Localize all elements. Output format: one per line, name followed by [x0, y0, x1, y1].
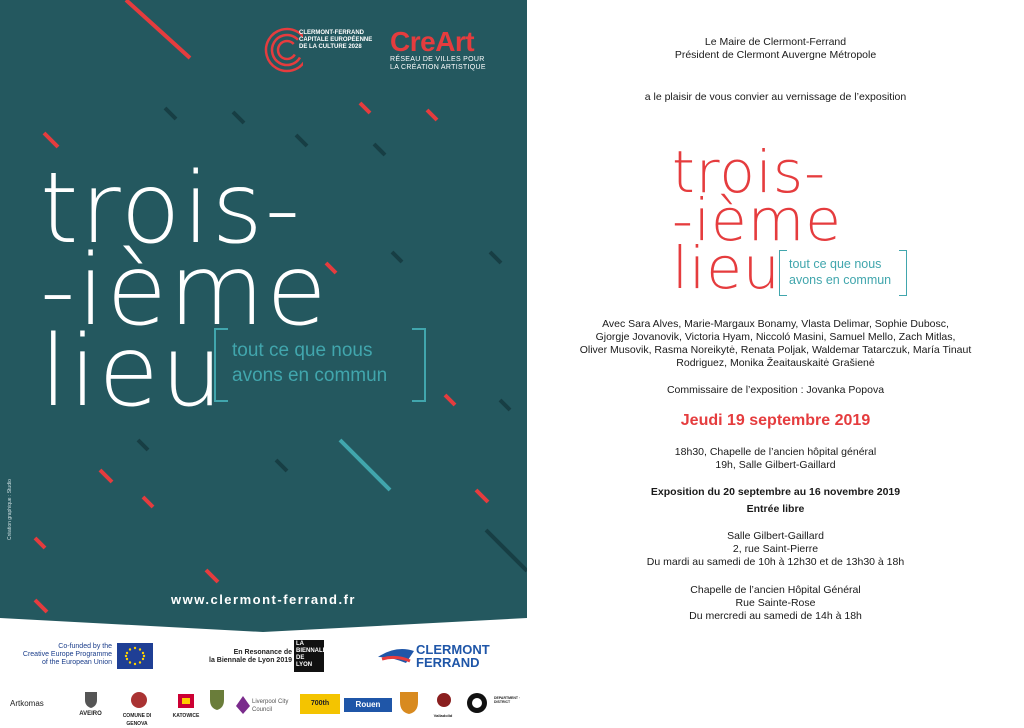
poster-panel	[0, 0, 527, 618]
crest-icon	[130, 690, 148, 710]
eu-cofunded-text: Co-funded by the Creative Europe Programme of the European Union	[22, 643, 112, 666]
partner-logo: KATOWICE	[172, 713, 200, 719]
biennale-logo: LA BIENNALE DE LYON	[294, 640, 324, 672]
creart-title: CreArt	[390, 26, 475, 57]
invitation-panel	[527, 0, 1024, 724]
bracket-left	[779, 250, 787, 296]
clermont-ferrand-logo: CLERMONT FERRAND	[376, 643, 506, 671]
partner-logo: Liverpool City Council	[252, 699, 289, 713]
partner-logo: 700th	[300, 694, 340, 714]
bracket-left	[214, 328, 228, 402]
title-line-2: -ième	[672, 186, 842, 254]
exposition-dates: Exposition du 20 septembre au 16 novembre 2019	[650, 486, 901, 498]
website-url[interactable]: www.clermont-ferrand.fr	[171, 592, 356, 607]
creart-logo	[390, 28, 510, 72]
partner-logo: AVEIRO	[79, 711, 102, 717]
venue-salle-gilbert-gaillard: Salle Gilbert-Gaillard 2, rue Saint-Pierre Du mardi au samedi de 10h à 12h30 et de 13h30 à 18h	[646, 530, 905, 568]
host-header: Le Maire de Clermont-Ferrand Président de Clermont Auvergne Métropole	[674, 36, 877, 61]
partner-logo-text: DEPARTMENT · DISTRICT	[494, 696, 521, 704]
clermont-swoosh-icon	[376, 643, 416, 671]
crest-icon	[398, 690, 420, 714]
bracket-right	[412, 328, 426, 402]
partner-logo: Artkomas	[10, 699, 44, 708]
creart-subtitle: RÉSEAU DE VILLES POUR LA CRÉATION ARTISTIQUE	[390, 56, 486, 71]
partner-logos	[0, 635, 527, 727]
cc-logo-text: CLERMONT-FERRAND CAPITALE EUROPÉENNE DE LA CULTURE 2028	[299, 30, 373, 50]
title-line-1: trois-	[672, 138, 827, 206]
opening-times: 18h30, Chapelle de l’ancien hôpital général 19h, Salle Gilbert-Gaillard	[674, 446, 877, 471]
eu-flag-icon	[117, 643, 153, 669]
title-line-3: lieu	[40, 315, 225, 429]
tagline: tout ce que nous avons en commun	[232, 340, 388, 386]
biennale-text: En Resonance de la Biennale de Lyon 2019	[209, 649, 292, 664]
liverbird-icon	[236, 696, 250, 714]
title-line-2: -ième	[40, 234, 329, 348]
crest-icon	[83, 690, 99, 708]
title-line-1: trois-	[40, 152, 303, 266]
crest-icon	[208, 686, 226, 712]
venue-chapelle: Chapelle de l’ancien Hôpital Général Rue Sainte-Rose Du mercredi au samedi de 14h à 18h	[689, 584, 862, 622]
invitation-line: a le plaisir de vous convier au vernissage de l’exposition	[644, 91, 907, 103]
small-partner-row	[8, 690, 523, 727]
tagline: tout ce que nous avons en commun	[789, 257, 892, 287]
concentric-c-icon	[263, 22, 303, 77]
seal-icon	[466, 692, 488, 714]
title-line-3: lieu	[672, 234, 781, 302]
bracket-right	[899, 250, 907, 296]
curator: Commissaire de l’exposition : Jovanka Popova	[666, 384, 885, 396]
crest-icon	[436, 690, 452, 710]
katowice-icon	[176, 690, 196, 710]
free-entry: Entrée libre	[746, 503, 805, 515]
partner-logo: Valladolid	[433, 713, 453, 718]
artists-list: Avec Sara Alves, Marie-Margaux Bonamy, Vlasta Delimar, Sophie Dubosc, Gjorgje Jovanovik, Victoria Hyam, Niccoló Masini, Samuel Mello, Zach Mitlas, Oliver Musovik, Rasma Noreikytė, Renata Poljak, Waldemar Tatarczuk, María Tinaut Rodriguez, Monika Žeaitauskaitė Grašienė	[579, 318, 972, 369]
panel-notch	[0, 618, 527, 632]
opening-date: Jeudi 19 septembre 2019	[680, 412, 871, 429]
clermont-capitale-logo	[263, 22, 383, 77]
partner-logo: COMUNE DI GENOVA	[122, 713, 152, 727]
design-credit: Création graphique : Studio	[7, 479, 13, 540]
partner-logo: Rouen	[344, 698, 392, 712]
